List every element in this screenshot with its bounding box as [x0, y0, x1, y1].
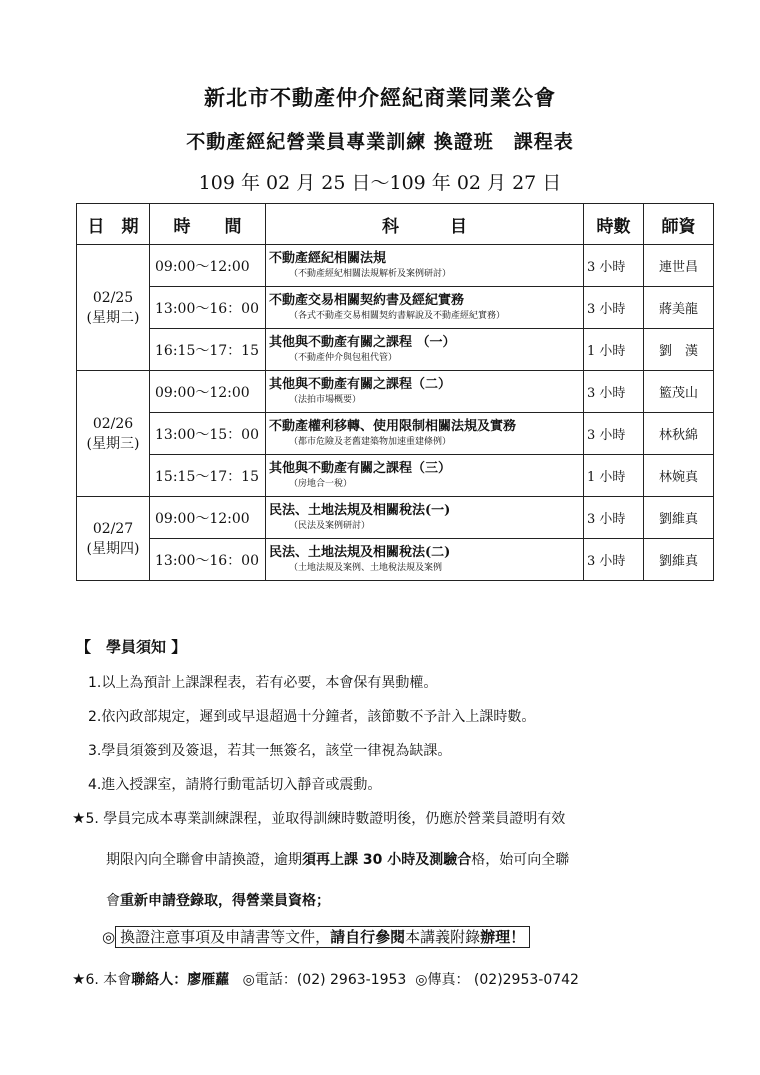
weekday-label: (星期三) — [86, 435, 140, 452]
remark-line — [102, 926, 530, 947]
contact-fax: ◎傳真： (02)2953-0742 — [415, 972, 579, 988]
subject-name: 不動產經紀相關法規 — [269, 251, 387, 266]
hours-cell: 1 小時 — [584, 329, 644, 371]
notice-item-1: 1.以上為預計上課課程表，若有必要，本會保有異動權。 — [88, 675, 438, 691]
date-cell — [77, 245, 150, 371]
time-cell: 16:15～17：15 — [150, 329, 266, 371]
table-row — [77, 413, 714, 455]
teacher-cell: 劉 漢 — [644, 329, 714, 371]
header-hours: 時數 — [584, 204, 644, 245]
time-cell: 09:00～12:00 — [150, 245, 266, 287]
schedule-table — [76, 203, 714, 581]
teacher-cell: 林秋綿 — [644, 413, 714, 455]
date-cell — [77, 497, 150, 581]
subject-note: （不動產經紀相關法規解析及案例研討） — [289, 269, 452, 279]
subject-name: 民法、土地法規及相關稅法(一) — [269, 503, 451, 518]
date-label: 02/27 — [92, 520, 134, 537]
subject-note: （不動產仲介與包租代管） — [289, 353, 398, 363]
subject-cell — [266, 287, 584, 329]
time-cell: 15:15～17：15 — [150, 455, 266, 497]
notice-item-5-line-3 — [106, 890, 330, 910]
subject-cell — [266, 245, 584, 287]
time-cell: 09:00～12:00 — [150, 371, 266, 413]
star-icon: ★ — [72, 970, 86, 988]
hours-cell: 3 小時 — [584, 245, 644, 287]
item-5-text-2a: 期限內向全聯會申請換證，逾期 — [106, 852, 302, 868]
star-icon: ★ — [72, 809, 86, 827]
time-cell: 13:00～16：00 — [150, 539, 266, 581]
hours-cell: 3 小時 — [584, 497, 644, 539]
hours-cell: 3 小時 — [584, 539, 644, 581]
table-row — [77, 371, 714, 413]
subject-note: （法拍市場概要） — [289, 395, 362, 405]
notice-item-6 — [72, 969, 579, 989]
subject-note: （各式不動產交易相關契約書解說及不動產經紀實務） — [289, 311, 506, 321]
table-row — [77, 329, 714, 371]
date-label: 02/26 — [92, 415, 134, 432]
subject-cell — [266, 371, 584, 413]
table-row — [77, 245, 714, 287]
hours-cell: 3 小時 — [584, 287, 644, 329]
subject-cell — [266, 329, 584, 371]
subject-name: 不動產交易相關契約書及經紀實務 — [269, 293, 465, 308]
subject-note: （都市危險及老舊建築物加速重建條例） — [289, 437, 452, 447]
header-time: 時 間 — [150, 204, 266, 245]
table-row — [77, 539, 714, 581]
item-5-text-2b: 須再上課 30 小時及測驗合 — [302, 852, 472, 868]
date-cell — [77, 371, 150, 497]
item-5-text-3a: 會 — [106, 893, 120, 909]
hours-cell: 1 小時 — [584, 455, 644, 497]
subject-name: 民法、土地法規及相關稅法(二) — [269, 545, 451, 560]
header-teacher: 師資 — [644, 204, 714, 245]
subject-cell — [266, 455, 584, 497]
remark-text-2: 請自行參閱 — [330, 928, 406, 946]
weekday-label: (星期二) — [86, 309, 140, 326]
notice-item-2: 2.依內政部規定，遲到或早退超過十分鐘者，該節數不予計入上課時數。 — [88, 709, 536, 725]
remark-box — [115, 926, 530, 948]
notice-item-5-line-2 — [106, 849, 569, 869]
item-5-text-1: 5. 學員完成本專業訓練課程，並取得訓練時數證明後，仍應於營業員證明有效 — [85, 811, 566, 827]
item-5-text-3b: 重新申請登錄取，得營業員資格； — [120, 893, 330, 909]
subject-cell — [266, 497, 584, 539]
hours-cell: 3 小時 — [584, 371, 644, 413]
subject-name: 其他與不動產有關之課程（三） — [269, 461, 452, 476]
time-cell: 13:00～15：00 — [150, 413, 266, 455]
course-title: 不動產經紀營業員專業訓練 換證班 課程表 — [186, 131, 574, 153]
notice-item-3: 3.學員須簽到及簽退，若其一無簽名，該堂一律視為缺課。 — [88, 743, 452, 759]
table-row — [77, 287, 714, 329]
remark-mark: ◎ — [102, 928, 116, 946]
weekday-label: (星期四) — [86, 540, 140, 557]
notice-item-5-line-1 — [72, 808, 565, 828]
subject-cell — [266, 413, 584, 455]
teacher-cell: 連世昌 — [644, 245, 714, 287]
teacher-cell: 劉維真 — [644, 497, 714, 539]
subject-name: 不動產權利移轉、使用限制相關法規及實務 — [269, 419, 517, 434]
remark-text-1: 換證注意事項及申請書等文件， — [120, 928, 331, 946]
teacher-cell: 籃茂山 — [644, 371, 714, 413]
subject-name: 其他與不動產有關之課程 （一） — [269, 335, 456, 350]
table-row — [77, 455, 714, 497]
org-title: 新北市不動產仲介經紀商業同業公會 — [204, 85, 556, 110]
table-row — [77, 497, 714, 539]
notice-item-4: 4.進入授課室，請將行動電話切入靜音或震動。 — [88, 777, 382, 793]
subject-note: （土地法規及案例、土地稅法規及案例 — [289, 563, 443, 573]
contact-person: 聯絡人：廖雁蘿 — [131, 972, 230, 988]
teacher-cell: 劉維真 — [644, 539, 714, 581]
header-date: 日 期 — [77, 204, 150, 245]
table-header-row — [77, 204, 714, 245]
subject-note: （民法及案例研討） — [289, 521, 371, 531]
subject-cell — [266, 539, 584, 581]
time-cell: 09:00～12:00 — [150, 497, 266, 539]
date-label: 02/25 — [92, 289, 134, 306]
subject-name: 其他與不動產有關之課程（二） — [269, 377, 452, 392]
remark-text-3: 本講義附錄 — [405, 928, 481, 946]
contact-phone: ◎電話：(02) 2963-1953 — [242, 972, 407, 988]
item-6-label: 6. 本會 — [85, 972, 132, 988]
item-5-text-2c: 格，始可向全聯 — [471, 852, 570, 868]
subject-note: （房地合一稅） — [289, 479, 353, 489]
course-period: 109 年 02 月 25 日～109 年 02 月 27 日 — [198, 172, 562, 194]
hours-cell: 3 小時 — [584, 413, 644, 455]
teacher-cell: 林婉真 — [644, 455, 714, 497]
teacher-cell: 蔣美龍 — [644, 287, 714, 329]
remark-text-4: 辦理！ — [480, 928, 526, 946]
header-subject: 科 目 — [266, 204, 584, 245]
time-cell: 13:00～16：00 — [150, 287, 266, 329]
notice-heading: 【 學員須知 】 — [76, 638, 187, 656]
